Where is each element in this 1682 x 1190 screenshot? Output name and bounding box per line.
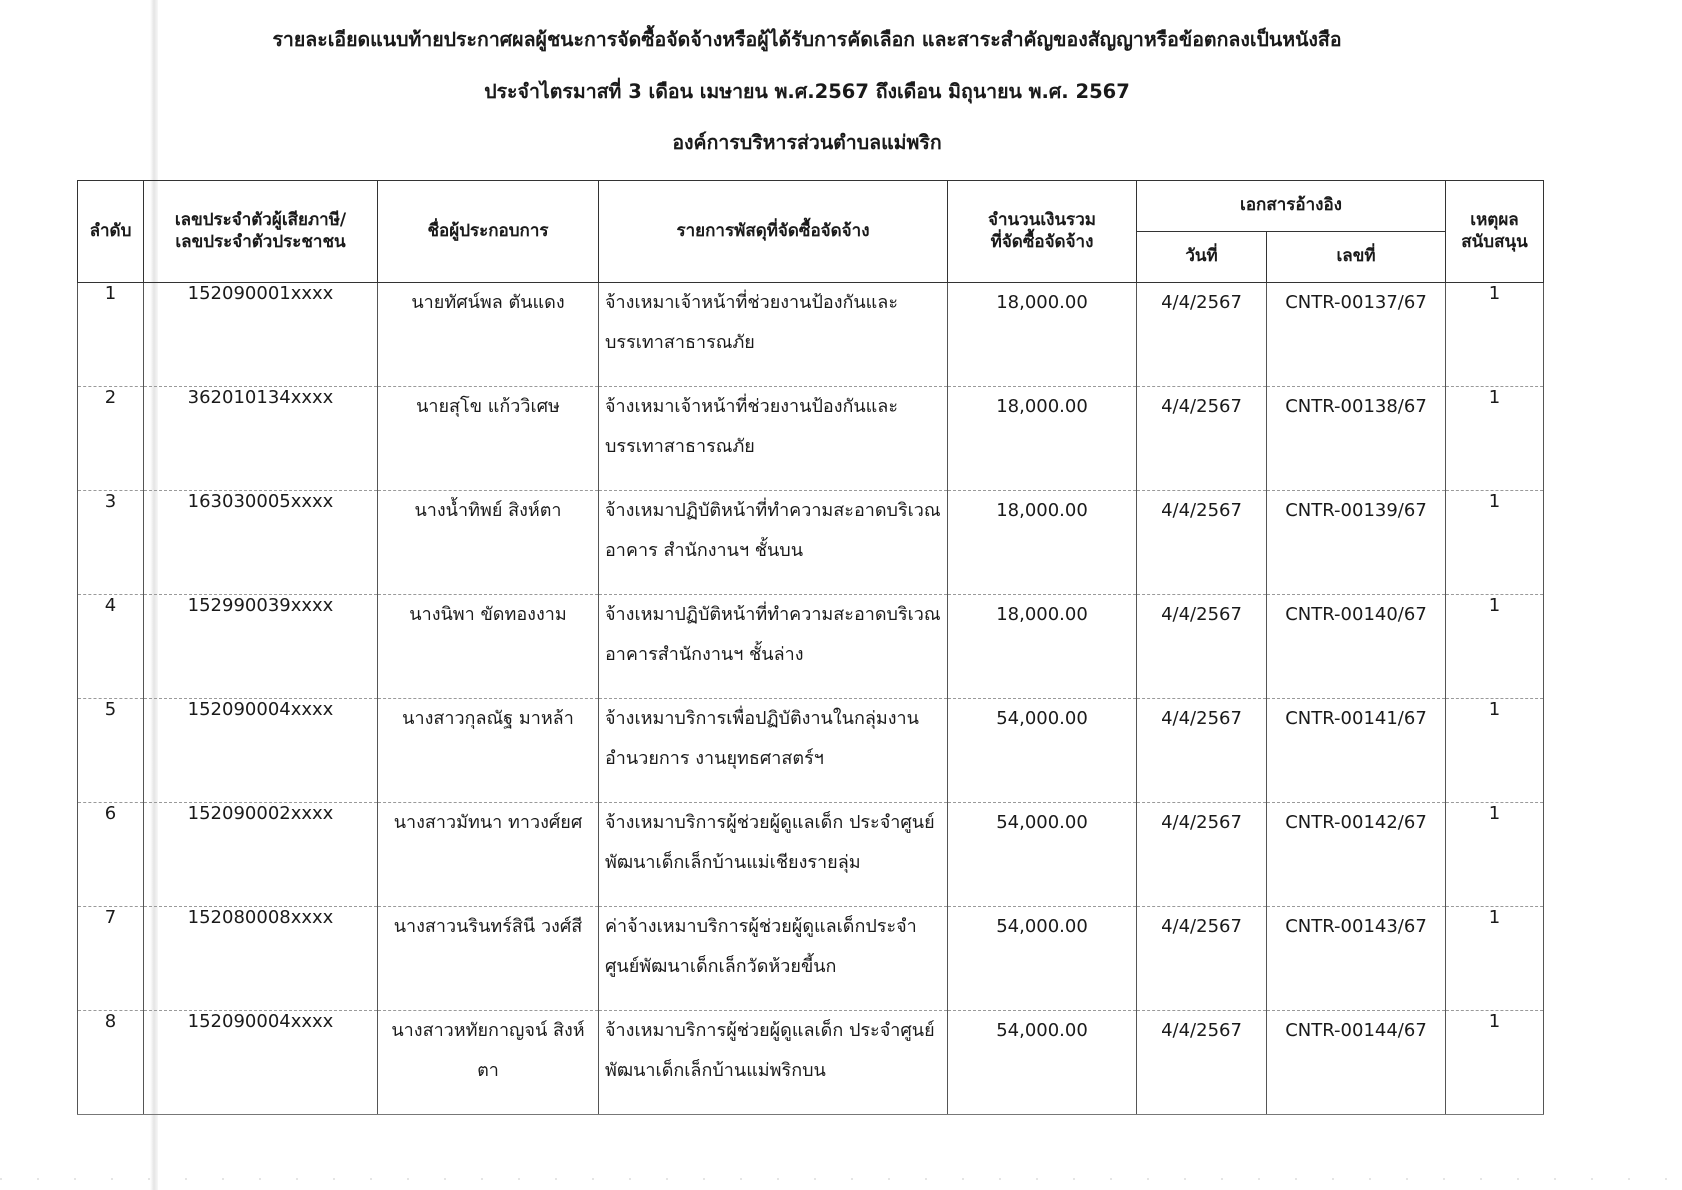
row-item: จ้างเหมาปฏิบัติหน้าที่ทำความสะอาดบริเวณอาคาร สำนักงานฯ ชั้นบน: [599, 491, 948, 595]
row-item: จ้างเหมาเจ้าหน้าที่ช่วยงานป้องกันและบรรเทาสาธารณภัย: [599, 387, 948, 491]
row-vendor: นางสาวหทัยกาญจน์ สิงห์ตา: [378, 1011, 599, 1115]
document-period: ประจำไตรมาสที่ 3 เดือน เมษายน พ.ศ.2567 ถึงเดือน มิถุนายน พ.ศ. 2567: [484, 80, 1130, 103]
row-date: 4/4/2567: [1137, 491, 1267, 595]
header-reason-line2: สนับสนุน: [1461, 231, 1528, 252]
table-row: [78, 1011, 1544, 1115]
header-taxid-line2: เลขประจำตัวประชาชน: [175, 231, 346, 252]
row-amount: 54,000.00: [948, 1011, 1137, 1115]
header-taxid-line1: เลขประจำตัวผู้เสียภาษี/: [174, 210, 347, 231]
row-docno: CNTR-00138/67: [1267, 387, 1446, 491]
row-amount: 18,000.00: [948, 283, 1137, 387]
row-docno: CNTR-00141/67: [1267, 699, 1446, 803]
row-order: 1: [78, 283, 144, 387]
scan-specks: [0, 1178, 1682, 1180]
header-amount: [948, 181, 1137, 283]
row-docno: CNTR-00139/67: [1267, 491, 1446, 595]
row-date: 4/4/2567: [1137, 907, 1267, 1011]
row-date: 4/4/2567: [1137, 283, 1267, 387]
row-order: 7: [78, 907, 144, 1011]
row-docno: CNTR-00137/67: [1267, 283, 1446, 387]
row-reason: 1: [1446, 387, 1544, 491]
row-reason: 1: [1446, 491, 1544, 595]
row-reason: 1: [1446, 283, 1544, 387]
row-item: จ้างเหมาเจ้าหน้าที่ช่วยงานป้องกันและบรรเทาสาธารณภัย: [599, 283, 948, 387]
row-vendor: นางสาวกุลณัฐ มาหล้า: [378, 699, 599, 803]
row-taxid: 152990039xxxx: [144, 595, 378, 699]
row-taxid: 152090001xxxx: [144, 283, 378, 387]
document-organization: องค์การบริหารส่วนตำบลแม่พริก: [672, 131, 942, 154]
row-date: 4/4/2567: [1137, 387, 1267, 491]
row-order: 6: [78, 803, 144, 907]
row-reason: 1: [1446, 1011, 1544, 1115]
header-item: รายการพัสดุที่จัดซื้อจัดจ้าง: [599, 181, 948, 283]
row-docno: CNTR-00140/67: [1267, 595, 1446, 699]
row-vendor: นายทัศน์พล ตันแดง: [378, 283, 599, 387]
row-order: 4: [78, 595, 144, 699]
row-vendor: นางสาวมัทนา ทาวงศ์ยศ: [378, 803, 599, 907]
table-row: [78, 387, 1544, 491]
row-vendor: นายสุโข แก้ววิเศษ: [378, 387, 599, 491]
row-item: จ้างเหมาบริการผู้ช่วยผู้ดูแลเด็ก ประจำศูนย์พัฒนาเด็กเล็กบ้านแม่พริกบน: [599, 1011, 948, 1115]
row-amount: 54,000.00: [948, 803, 1137, 907]
row-item: จ้างเหมาบริการผู้ช่วยผู้ดูแลเด็ก ประจำศูนย์พัฒนาเด็กเล็กบ้านแม่เชียงรายลุ่ม: [599, 803, 948, 907]
row-reason: 1: [1446, 595, 1544, 699]
row-date: 4/4/2567: [1137, 803, 1267, 907]
row-taxid: 362010134xxxx: [144, 387, 378, 491]
row-vendor: นางสาวนรินทร์สินี วงศ์สี: [378, 907, 599, 1011]
row-taxid: 152090004xxxx: [144, 1011, 378, 1115]
table-row: [78, 699, 1544, 803]
row-order: 2: [78, 387, 144, 491]
table-row: [78, 907, 1544, 1011]
row-reason: 1: [1446, 699, 1544, 803]
row-reason: 1: [1446, 907, 1544, 1011]
header-vendor: ชื่อผู้ประกอบการ: [378, 181, 599, 283]
row-date: 4/4/2567: [1137, 699, 1267, 803]
row-vendor: นางนิพา ขัดทองงาม: [378, 595, 599, 699]
header-amount-line2: ที่จัดซื้อจัดจ้าง: [990, 231, 1094, 252]
document-title: รายละเอียดแนบท้ายประกาศผลผู้ชนะการจัดซื้อจัดจ้างหรือผู้ได้รับการคัดเลือก และสาระสำคัญของสัญญาหรือข้อตกลงเป็นหนังสือ: [272, 28, 1342, 51]
row-item: จ้างเหมาบริการเพื่อปฏิบัติงานในกลุ่มงานอำนวยการ งานยุทธศาสตร์ฯ: [599, 699, 948, 803]
header-refdoc: เอกสารอ้างอิง: [1137, 181, 1446, 232]
row-amount: 18,000.00: [948, 387, 1137, 491]
row-order: 8: [78, 1011, 144, 1115]
row-order: 3: [78, 491, 144, 595]
row-taxid: 152090002xxxx: [144, 803, 378, 907]
row-taxid: 152090004xxxx: [144, 699, 378, 803]
row-taxid: 152080008xxxx: [144, 907, 378, 1011]
row-vendor: นางน้ำทิพย์ สิงห์ตา: [378, 491, 599, 595]
table-row: [78, 595, 1544, 699]
table-row: [78, 283, 1544, 387]
row-date: 4/4/2567: [1137, 1011, 1267, 1115]
header-docno: เลขที่: [1267, 232, 1446, 283]
row-amount: 18,000.00: [948, 491, 1137, 595]
header-reason: [1446, 181, 1544, 283]
row-date: 4/4/2567: [1137, 595, 1267, 699]
row-docno: CNTR-00144/67: [1267, 1011, 1446, 1115]
row-docno: CNTR-00142/67: [1267, 803, 1446, 907]
row-taxid: 163030005xxxx: [144, 491, 378, 595]
table-row: [78, 491, 1544, 595]
row-item: จ้างเหมาปฏิบัติหน้าที่ทำความสะอาดบริเวณอาคารสำนักงานฯ ชั้นล่าง: [599, 595, 948, 699]
row-order: 5: [78, 699, 144, 803]
row-item: ค่าจ้างเหมาบริการผู้ช่วยผู้ดูแลเด็กประจำศูนย์พัฒนาเด็กเล็กวัดห้วยขี้นก: [599, 907, 948, 1011]
row-reason: 1: [1446, 803, 1544, 907]
row-amount: 18,000.00: [948, 595, 1137, 699]
header-reason-line1: เหตุผล: [1470, 210, 1519, 231]
header-taxid: [144, 181, 378, 283]
table-row: [78, 803, 1544, 907]
header-date: วันที่: [1137, 232, 1267, 283]
row-amount: 54,000.00: [948, 699, 1137, 803]
row-docno: CNTR-00143/67: [1267, 907, 1446, 1011]
header-order: ลำดับ: [78, 181, 144, 283]
procurement-table: [77, 180, 1544, 1115]
row-amount: 54,000.00: [948, 907, 1137, 1011]
header-amount-line1: จำนวนเงินรวม: [988, 210, 1096, 231]
